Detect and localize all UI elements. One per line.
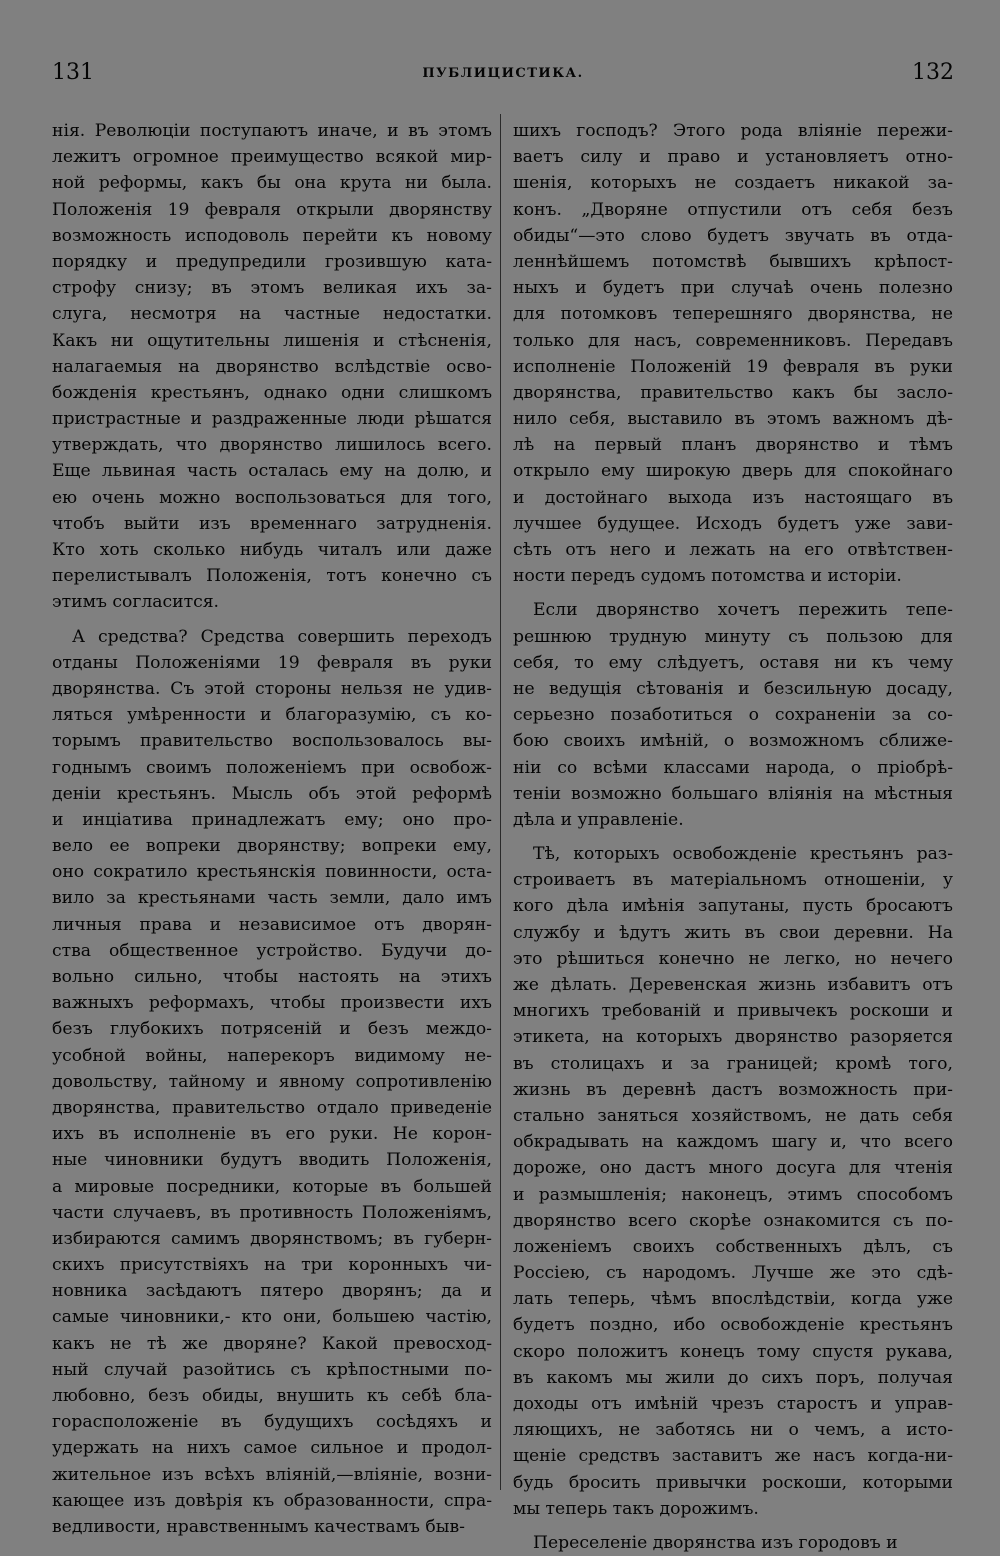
paragraph [513,1530,953,1556]
text-line: порядку и предупредили грозившую ката- [52,251,492,272]
text-line: строфу снизу; въ этомъ великая ихъ за- [52,278,492,299]
right-column [513,118,953,1556]
left-column [52,118,492,1540]
text-line: лѣ на первый планъ дворянство и тѣмъ [513,435,953,456]
text-line: новника засѣдаютъ пятеро дворянъ; да и [52,1281,492,1302]
text-line: дворянство всего скорѣе ознакомится съ по- [513,1210,953,1231]
text-line: обкрадывать на каждомъ шагу и, что всего [513,1132,953,1153]
text-line: а мировые посредники, которые въ большей [52,1176,492,1197]
text-line: деніи крестьянъ. Мысль объ этой реформѣ [52,783,492,804]
text-line: личныя права и независимое отъ дворян- [52,914,492,935]
paragraph [513,118,953,589]
text-line: годнымъ своимъ положеніемъ при освобож- [52,757,492,778]
text-line: безъ глубокихъ потрясеній и безъ междо- [52,1019,492,1040]
left-page-number: 131 [52,60,94,85]
text-line: многихъ требованій и привычекъ роскоши и [513,1001,953,1022]
text-line: нило себя, выставило въ этомъ важномъ дѣ- [513,409,953,430]
text-line: ства общественное устройство. Будучи до- [52,940,492,961]
text-line: перелистывалъ Положенія, тотъ конечно съ [52,566,492,587]
text-line: кого дѣла имѣнія запутаны, пусть бросаютъ [513,896,953,917]
text-line: дѣла и управленіе. [513,809,684,830]
text-line: теніи возможно большаго вліянія на мѣстныя [513,783,953,804]
text-line: отданы Положеніями 19 февраля въ руки [52,652,492,673]
text-line: жизнь въ деревнѣ дастъ возможность при- [513,1079,953,1100]
text-line: кающее изъ довѣрія къ образованности, спра- [52,1490,492,1511]
text-line: какъ не тѣ же дворяне? Какой превосход- [52,1333,492,1354]
text-line: ею очень можно воспользоваться для того, [52,487,492,508]
text-line: обиды“—это слово будетъ звучать въ отда- [513,225,953,246]
text-line: ніи со всѣми классами народа, о пріобрѣ- [513,757,953,778]
text-line: дороже, оно дастъ много досуга для чтенія [513,1158,953,1179]
text-line: пристрастные и раздраженные люди рѣшатся [52,409,492,430]
text-line: утверждать, что дворянство лишилось всего. [52,435,492,456]
text-line: ной реформы, какъ бы она крута ни была. [52,173,492,194]
text-line: оно сократило крестьянскія повинности, оста- [52,862,492,883]
text-line: ваетъ силу и право и установляетъ отно- [513,147,953,168]
text-line: мы теперь такъ дорожимъ. [513,1498,759,1519]
text-line: самые чиновники,- кто они, большею частію, [52,1307,492,1328]
running-title: ПУБЛИЦИСТИКА. [422,66,584,81]
text-line: А средства? Средства совершить переходъ [72,626,492,647]
text-line: довольству, тайному и явному сопротивленію [52,1071,492,1092]
text-line: для потомковъ теперешняго дворянства, не [513,304,953,325]
text-line: себя, то ему слѣдуетъ, оставя ни къ чему [513,652,953,673]
text-line: Какъ ни ощутительны лишенія и стѣсненія, [52,330,492,351]
text-line: Положенія 19 февраля открыли дворянству [52,199,492,220]
text-line: вило за крестьянами часть земли, дало имъ [52,888,492,909]
text-line: шенія, которыхъ не создаетъ никакой за- [513,173,953,194]
text-line: скихъ присутствіяхъ на три коронныхъ чи- [52,1255,492,1276]
text-line: бою своихъ имѣній, о возможномъ сближе- [513,731,953,752]
text-line: щеніе средствъ заставитъ же насъ когда-ни- [513,1446,953,1467]
text-line: это рѣшиться конечно не легко, но нечего [513,948,953,969]
text-line: ложеніемъ своихъ собственныхъ дѣлъ, съ [513,1236,953,1257]
text-line: торымъ правительство воспользовалось вы- [52,731,492,752]
text-line: конъ. „Дворяне отпустили отъ себя безъ [513,199,953,220]
text-line: избираются самимъ дворянствомъ; въ губерн- [52,1228,492,1249]
text-line: не ведущія сѣтованія и безсильную досаду, [513,678,953,699]
text-line: открыло ему широкую дверь для спокойнаго [513,461,953,482]
text-line: жительное изъ всѣхъ вліяній,—вліяніе, возни- [52,1464,492,1485]
text-line: ный случай разойтись съ крѣпостными по- [52,1359,492,1380]
text-line: ляющихъ, не заботясь ни о чемъ, а исто- [513,1420,953,1441]
text-line: вольно сильно, чтобы настоять на этихъ [52,967,492,987]
text-line: лать теперь, чѣмъ впослѣдствіи, когда уже [513,1289,953,1310]
text-line: важныхъ реформахъ, чтобы произвести ихъ [52,993,492,1014]
text-line: Переселеніе дворянства изъ городовъ и [533,1532,898,1553]
text-line: этикета, на которыхъ дворянство разоряется [513,1027,953,1048]
text-line: будь бросить привычки роскоши, которыми [513,1472,953,1493]
text-line: ляться умѣренности и благоразумію, съ ко- [52,705,492,726]
text-line: ности передъ судомъ потомства и исторіи. [513,566,902,587]
text-line: решнюю трудную минуту съ пользою для [513,626,953,647]
paragraph [52,118,492,616]
text-line: удержать на нихъ самое сильное и продол- [52,1438,492,1459]
paragraph [52,624,492,1541]
text-line: стально заняться хозяйствомъ, не дать себя [513,1105,953,1126]
text-line: ведливости, нравственнымъ качествамъ быв- [52,1516,465,1537]
text-line: Россіею, съ народомъ. Лучше же это сдѣ- [513,1263,953,1284]
paragraph [513,597,953,833]
text-line: этимъ согласится. [52,592,220,613]
text-line: слуга, несмотря на частные недостатки. [52,304,492,325]
text-line: лучшее будущее. Исходъ будетъ уже зави- [513,513,953,534]
page-header [52,60,954,90]
text-line: же дѣлать. Деревенская жизнь избавитъ отъ [513,975,953,995]
text-line: Кто хоть сколько нибудь читалъ или даже [52,540,492,560]
text-line: любовно, безъ обиды, внушить къ себѣ бла- [52,1386,492,1406]
text-line: и размышленія; наконецъ, этимъ способомъ [513,1184,953,1205]
text-line: Тѣ, которыхъ освобожденіе крестьянъ раз- [533,844,953,865]
text-line: дворянства, правительство какъ бы засло- [513,382,953,403]
text-line: усобной войны, наперекоръ видимому не- [52,1045,492,1066]
text-line: серьезно позаботиться о сохраненіи за со- [513,705,953,726]
text-line: ихъ въ исполненіе въ его руки. Не корон- [52,1124,492,1145]
text-line: только для насъ, современниковъ. Передавъ [513,330,953,351]
text-line: въ какомъ мы жили до сихъ поръ, получая [513,1367,953,1388]
text-line: и инціатива принадлежатъ ему; оно про- [52,809,492,830]
text-line: налагаемыя на дворянство вслѣдствіе осво- [52,356,492,377]
text-line: ныхъ и будетъ при случаѣ очень полезно [513,278,953,299]
text-line: возможность исподоволь перейти къ новому [52,225,492,246]
text-line: дворянства, правительство отдало приведеніе [52,1097,492,1118]
text-line: нія. Революціи поступаютъ иначе, и въ этомъ [52,121,492,141]
text-line: сѣть отъ него и лежать на его отвѣтствен- [513,540,953,560]
text-line: строиваетъ въ матеріальномъ отношеніи, у [513,870,953,891]
text-line: исполненіе Положеній 19 февраля въ руки [513,356,953,377]
text-line: службу и ѣдутъ жить въ свои деревни. На [513,922,953,943]
text-line: дворянства. Съ этой стороны нельзя не удив- [52,678,492,699]
text-line: Еще львиная часть осталась ему на долю, и [52,461,492,482]
text-line: вело ее вопреки дворянству; вопреки ему, [52,836,492,857]
right-page-number: 132 [912,60,954,85]
text-line: шихъ господъ? Этого рода вліяніе пережи- [513,121,953,141]
text-line: въ столицахъ и за границей; кромѣ того, [513,1053,953,1074]
text-line: лежитъ огромное преимущество всякой мир- [52,147,492,168]
text-line: горасположеніе въ будущихъ сосѣдяхъ и [52,1412,492,1433]
text-line: чтобъ выйти изъ временнаго затрудненія. [52,513,492,534]
text-line: божденія крестьянъ, однако одни слишкомъ [52,382,492,403]
text-line: скоро положитъ конецъ тому спустя рукава, [513,1341,953,1362]
column-divider [500,114,501,1490]
text-line: Если дворянство хочетъ пережить тепе- [533,600,953,621]
text-line: ные чиновники будутъ вводить Положенія, [52,1150,492,1171]
text-line: и достойнаго выхода изъ настоящаго въ [513,487,953,508]
text-line: доходы отъ имѣній чрезъ старостъ и управ- [513,1394,953,1414]
text-line: будетъ поздно, ибо освобожденіе крестьянъ [513,1315,953,1336]
text-line: части случаевъ, въ противность Положеніямъ, [52,1202,492,1223]
paragraph [513,841,953,1522]
text-line: леннѣйшемъ потомствѣ бывшихъ крѣпост- [513,251,953,272]
